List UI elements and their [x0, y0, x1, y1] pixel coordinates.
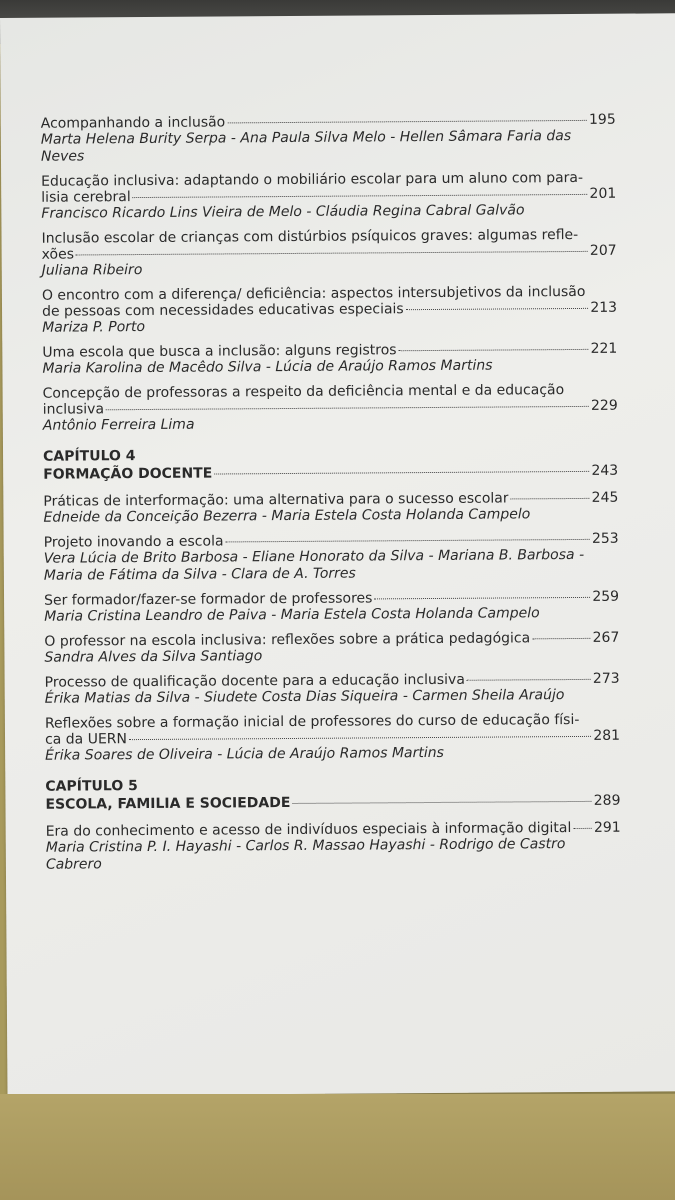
entry-authors: Juliana Ribeiro [41, 262, 143, 279]
toc-entry [42, 341, 617, 378]
toc-entry [44, 630, 619, 667]
dot-leader [406, 307, 589, 310]
entry-title: Práticas de interformação: uma alternativa para o sucesso escolar [43, 490, 509, 510]
entry-title-line: Inclusão escolar de crianças com distúrbios psíquicos graves: algumas refle- [41, 226, 579, 247]
toc-entry [41, 227, 616, 280]
chapter-label: CAPÍTULO 4 [43, 448, 136, 465]
entry-authors: Maria Karolina de Macêdo Silva - Lúcia de Araújo Ramos Martins [42, 357, 493, 377]
entry-title: ca da UERN [44, 731, 128, 748]
chapter-title-line [45, 792, 620, 814]
dot-leader [511, 497, 590, 500]
entry-authors: Érika Matias da Silva - Siudete Costa Dias Siqueira - Carmen Sheila Araújo [44, 687, 565, 707]
entry-page-number: 281 [593, 727, 621, 744]
entry-authors: Sandra Alves da Silva Santiago [44, 648, 263, 666]
dot-leader [133, 193, 588, 198]
dot-leader [226, 538, 590, 543]
entry-title-line: Reflexões sobre a formação inicial de professores do curso de educação físi- [44, 711, 580, 732]
entry-title: Era do conhecimento e acesso de indivíduos especiais à informação digital [45, 820, 572, 840]
chapter-page-number: 289 [593, 792, 621, 809]
chapter-title: ESCOLA, FAMILIA E SOCIEDADE [45, 794, 291, 813]
dot-leader [374, 596, 590, 600]
dot-leader [227, 119, 587, 124]
entry-page-number: 213 [590, 299, 618, 316]
toc-entry [41, 112, 616, 166]
book-page [0, 13, 675, 1096]
entry-page-number: 201 [589, 185, 617, 202]
toc-entry [44, 531, 619, 585]
entry-authors: Mariza P. Porto [42, 318, 146, 336]
dot-leader [76, 250, 588, 256]
toc-group-chapter3-entries [41, 112, 618, 435]
chapter-heading [43, 445, 618, 484]
dot-leader [467, 678, 591, 681]
toc-entry [44, 589, 619, 626]
dot-leader [129, 735, 591, 740]
chapter-title: FORMAÇÃO DOCENTE [43, 465, 213, 483]
entry-title: Projeto inovando a escola [43, 533, 224, 551]
dot-leader [532, 637, 590, 639]
entry-page-number: 253 [591, 530, 619, 547]
toc-entry [45, 712, 620, 765]
entry-title: O professor na escola inclusiva: reflexões sobre a prática pedagógica [44, 630, 531, 650]
chapter-title-line [43, 462, 618, 484]
entry-title: de pessoas com necessidades educativas especiais [41, 301, 404, 320]
toc-entry [41, 170, 616, 223]
dot-leader [106, 405, 589, 410]
entry-page-number: 259 [592, 588, 620, 605]
entry-title-line: O encontro com a diferença/ deficiência: aspectos intersubjetivos da inclusão [41, 283, 586, 304]
entry-page-number: 221 [590, 340, 618, 357]
entry-authors: Francisco Ricardo Lins Vieira de Melo - Cláudia Regina Cabral Galvão [41, 202, 525, 222]
toc-entry [43, 382, 618, 435]
entry-authors: Vera Lúcia de Brito Barbosa - Eliane Honorato da Silva - Mariana B. Barbosa - Maria de Fátima da Silva - Clara de A. Torres [43, 546, 585, 584]
entry-page-number: 229 [590, 397, 618, 414]
toc-group-chapter4-entries [43, 490, 620, 765]
chapter-heading [45, 775, 620, 814]
entry-page-number: 195 [588, 111, 616, 128]
entry-page-number: 291 [593, 819, 621, 836]
toc-group-chapter5-entries [46, 820, 621, 874]
chapter-page-number: 243 [591, 462, 619, 479]
background-bottom-edge [0, 1094, 675, 1200]
entry-title: xões [41, 246, 75, 263]
toc-entry [43, 490, 618, 527]
entry-authors: Maria Cristina Leandro de Paiva - Maria Estela Costa Holanda Campelo [44, 605, 540, 625]
entry-page-number: 267 [592, 629, 620, 646]
entry-title: Ser formador/fazer-se formador de professores [44, 590, 373, 609]
entry-title: Uma escola que busca a inclusão: alguns registros [42, 342, 397, 361]
toc-entry [42, 284, 617, 337]
dot-leader [292, 800, 591, 804]
toc-entry [46, 820, 621, 874]
dot-leader [399, 348, 589, 351]
entry-title: lisia cerebral [41, 189, 131, 206]
entry-authors: Érika Soares de Oliveira - Lúcia de Araújo Ramos Martins [45, 744, 444, 764]
dot-leader [573, 827, 592, 829]
entry-page-number: 207 [589, 242, 617, 259]
toc-entry [45, 671, 620, 708]
entry-title: Acompanhando a inclusão [40, 114, 226, 132]
entry-title: inclusiva [42, 401, 105, 418]
entry-page-number: 245 [591, 489, 619, 506]
entry-authors: Marta Helena Burity Serpa - Ana Paula Silva Melo - Hellen Sâmara Faria das Neves [40, 128, 572, 165]
chapter-label: CAPÍTULO 5 [45, 778, 138, 795]
entry-authors: Antônio Ferreira Lima [42, 416, 195, 434]
entry-page-number: 273 [592, 670, 620, 687]
dot-leader [214, 470, 589, 475]
entry-authors: Edneide da Conceição Bezerra - Maria Estela Costa Holanda Campelo [43, 506, 531, 526]
entry-title-line: Concepção de professoras a respeito da deficiência mental e da educação [42, 382, 565, 402]
table-of-contents [41, 112, 621, 882]
entry-authors: Maria Cristina P. I. Hayashi - Carlos R. Massao Hayashi - Rodrigo de Castro Cabrero [45, 836, 566, 873]
entry-title: Processo de qualificação docente para a educação inclusiva [44, 671, 465, 691]
entry-title-line: Educação inclusiva: adaptando o mobiliário escolar para um aluno com para- [41, 169, 584, 190]
